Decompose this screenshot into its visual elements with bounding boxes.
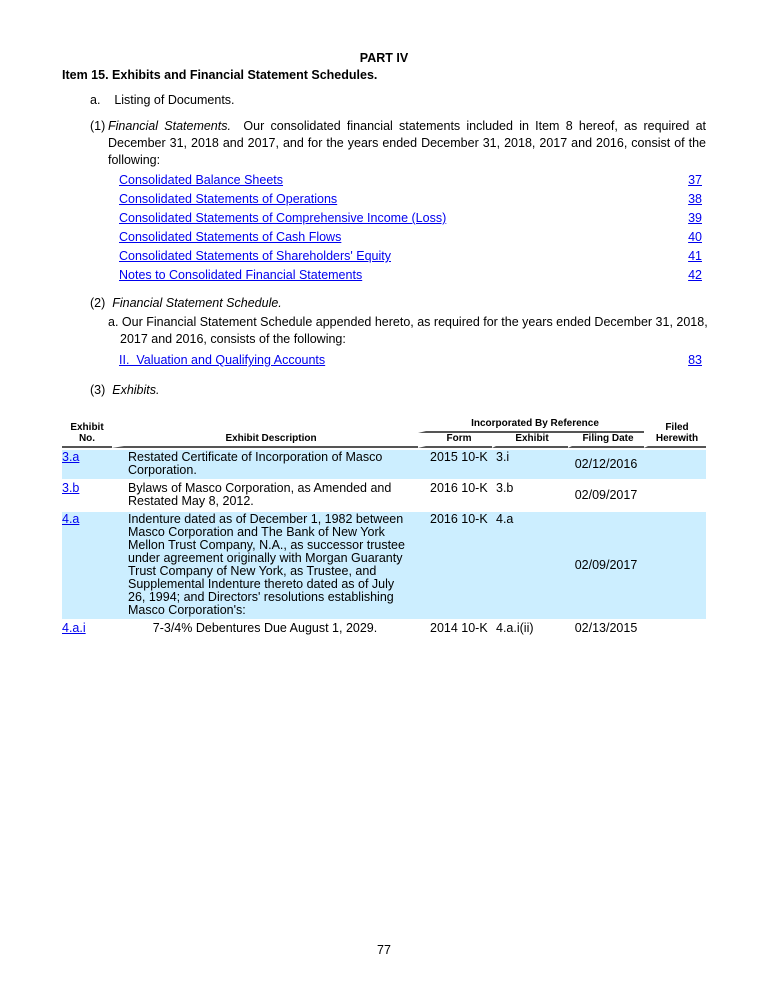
- schedule-heading: [90, 296, 282, 310]
- link-notes[interactable]: Notes to Consolidated Financial Statements: [119, 268, 363, 282]
- schedule-text: a. Our Financial Statement Schedule appended hereto, as required for the years ended December 31, 2018, 2017 and 2016, consists of the following:: [108, 315, 708, 346]
- part-title: PART IV: [359, 51, 409, 65]
- header-filing-date: Filing Date: [568, 433, 644, 448]
- toc-row: [119, 228, 702, 247]
- form: 2016 10-K: [418, 510, 492, 619]
- section-a-heading: a. Listing of Documents.: [90, 93, 235, 107]
- link-valuation-accounts[interactable]: II. Valuation and Qualifying Accounts: [119, 353, 326, 367]
- exhibit: 3.b: [492, 479, 568, 510]
- page-link[interactable]: 37: [688, 173, 702, 187]
- toc-row: [119, 190, 702, 209]
- link-balance-sheets[interactable]: Consolidated Balance Sheets: [119, 173, 284, 187]
- financial-statements-label: Financial Statements.: [108, 119, 231, 133]
- header-exhibit-no: Exhibit No.: [62, 418, 112, 448]
- exhibit: 4.a: [492, 510, 568, 619]
- filing-date: 02/09/2017: [568, 510, 644, 619]
- page-link[interactable]: 40: [688, 230, 702, 244]
- page-link[interactable]: 38: [688, 192, 702, 206]
- page-number: 77: [377, 943, 391, 957]
- filing-date: 02/13/2015: [568, 619, 644, 637]
- exhibit-link[interactable]: 3.a: [62, 450, 80, 464]
- toc-row: [119, 171, 702, 190]
- exhibits-label: Exhibits.: [112, 383, 160, 397]
- schedule-label: Financial Statement Schedule.: [112, 296, 282, 310]
- header-description: Exhibit Description: [112, 418, 418, 448]
- description: Bylaws of Masco Corporation, as Amended and Restated May 8, 2012.: [112, 479, 418, 510]
- exhibit-link[interactable]: 3.b: [62, 481, 80, 495]
- item-heading: Item 15. Exhibits and Financial Statement Schedules.: [62, 68, 378, 82]
- page-link[interactable]: 42: [688, 268, 702, 282]
- toc-row: [119, 266, 702, 285]
- form: 2016 10-K: [418, 479, 492, 510]
- schedule-links: [119, 351, 702, 370]
- filed-herewith: [644, 510, 706, 619]
- link-comprehensive-income[interactable]: Consolidated Statements of Comprehensive Income (Loss): [119, 211, 447, 225]
- exhibit: 3.i: [492, 448, 568, 479]
- form: 2015 10-K: [418, 448, 492, 479]
- description: Indenture dated as of December 1, 1982 between Masco Corporation and The Bank of New York Mellon Trust Company, N.A., as successor trustee under agreement originally with Morgan Guaranty Trust Company of New York, as Trustee, and Supplemental Indenture thereto dated as of July 26, 1994; and Directors' resolutions establishing Masco Corporation's:: [112, 510, 418, 619]
- filed-herewith: [644, 619, 706, 637]
- toc-row: [119, 351, 702, 370]
- item-number: (2): [90, 296, 106, 310]
- item-number: (1): [90, 119, 106, 133]
- exhibit-link[interactable]: 4.a: [62, 512, 80, 526]
- header-form: Form: [418, 433, 492, 448]
- page-link[interactable]: 83: [688, 353, 702, 367]
- form: 2014 10-K: [418, 619, 492, 637]
- filed-herewith: [644, 479, 706, 510]
- header-incorporated: Incorporated By Reference: [418, 418, 644, 433]
- toc-row: [119, 209, 702, 228]
- table-row: [62, 448, 706, 479]
- page-link[interactable]: 39: [688, 211, 702, 225]
- filing-date: 02/12/2016: [568, 448, 644, 479]
- header-filed-herewith: Filed Herewith: [644, 418, 706, 448]
- exhibit-link[interactable]: 4.a.i: [62, 621, 86, 635]
- item-number: (3): [90, 383, 106, 397]
- financial-statements-links: [119, 171, 702, 285]
- filing-date: 02/09/2017: [568, 479, 644, 510]
- description: 7-3/4% Debentures Due August 1, 2029.: [112, 619, 418, 637]
- page-link[interactable]: 41: [688, 249, 702, 263]
- link-cash-flows[interactable]: Consolidated Statements of Cash Flows: [119, 230, 342, 244]
- exhibits-heading: [90, 383, 159, 397]
- exhibits-table: [62, 418, 706, 637]
- table-row: [62, 479, 706, 510]
- toc-row: [119, 247, 702, 266]
- financial-statements-text: Our consolidated financial statements included in Item 8 hereof, as required at December 31, 2018 and 2017, and for the years ended December 31, 2018, 2017 and 2016, consist of the following:: [108, 119, 710, 167]
- table-row: [62, 619, 706, 637]
- header-exhibit: Exhibit: [492, 433, 568, 448]
- table-row: [62, 510, 706, 619]
- link-operations[interactable]: Consolidated Statements of Operations: [119, 192, 338, 206]
- description: Restated Certificate of Incorporation of Masco Corporation.: [112, 448, 418, 479]
- filed-herewith: [644, 448, 706, 479]
- exhibit: 4.a.i(ii): [492, 619, 568, 637]
- financial-statements-paragraph: [90, 118, 710, 169]
- link-shareholders-equity[interactable]: Consolidated Statements of Shareholders' Equity: [119, 249, 391, 263]
